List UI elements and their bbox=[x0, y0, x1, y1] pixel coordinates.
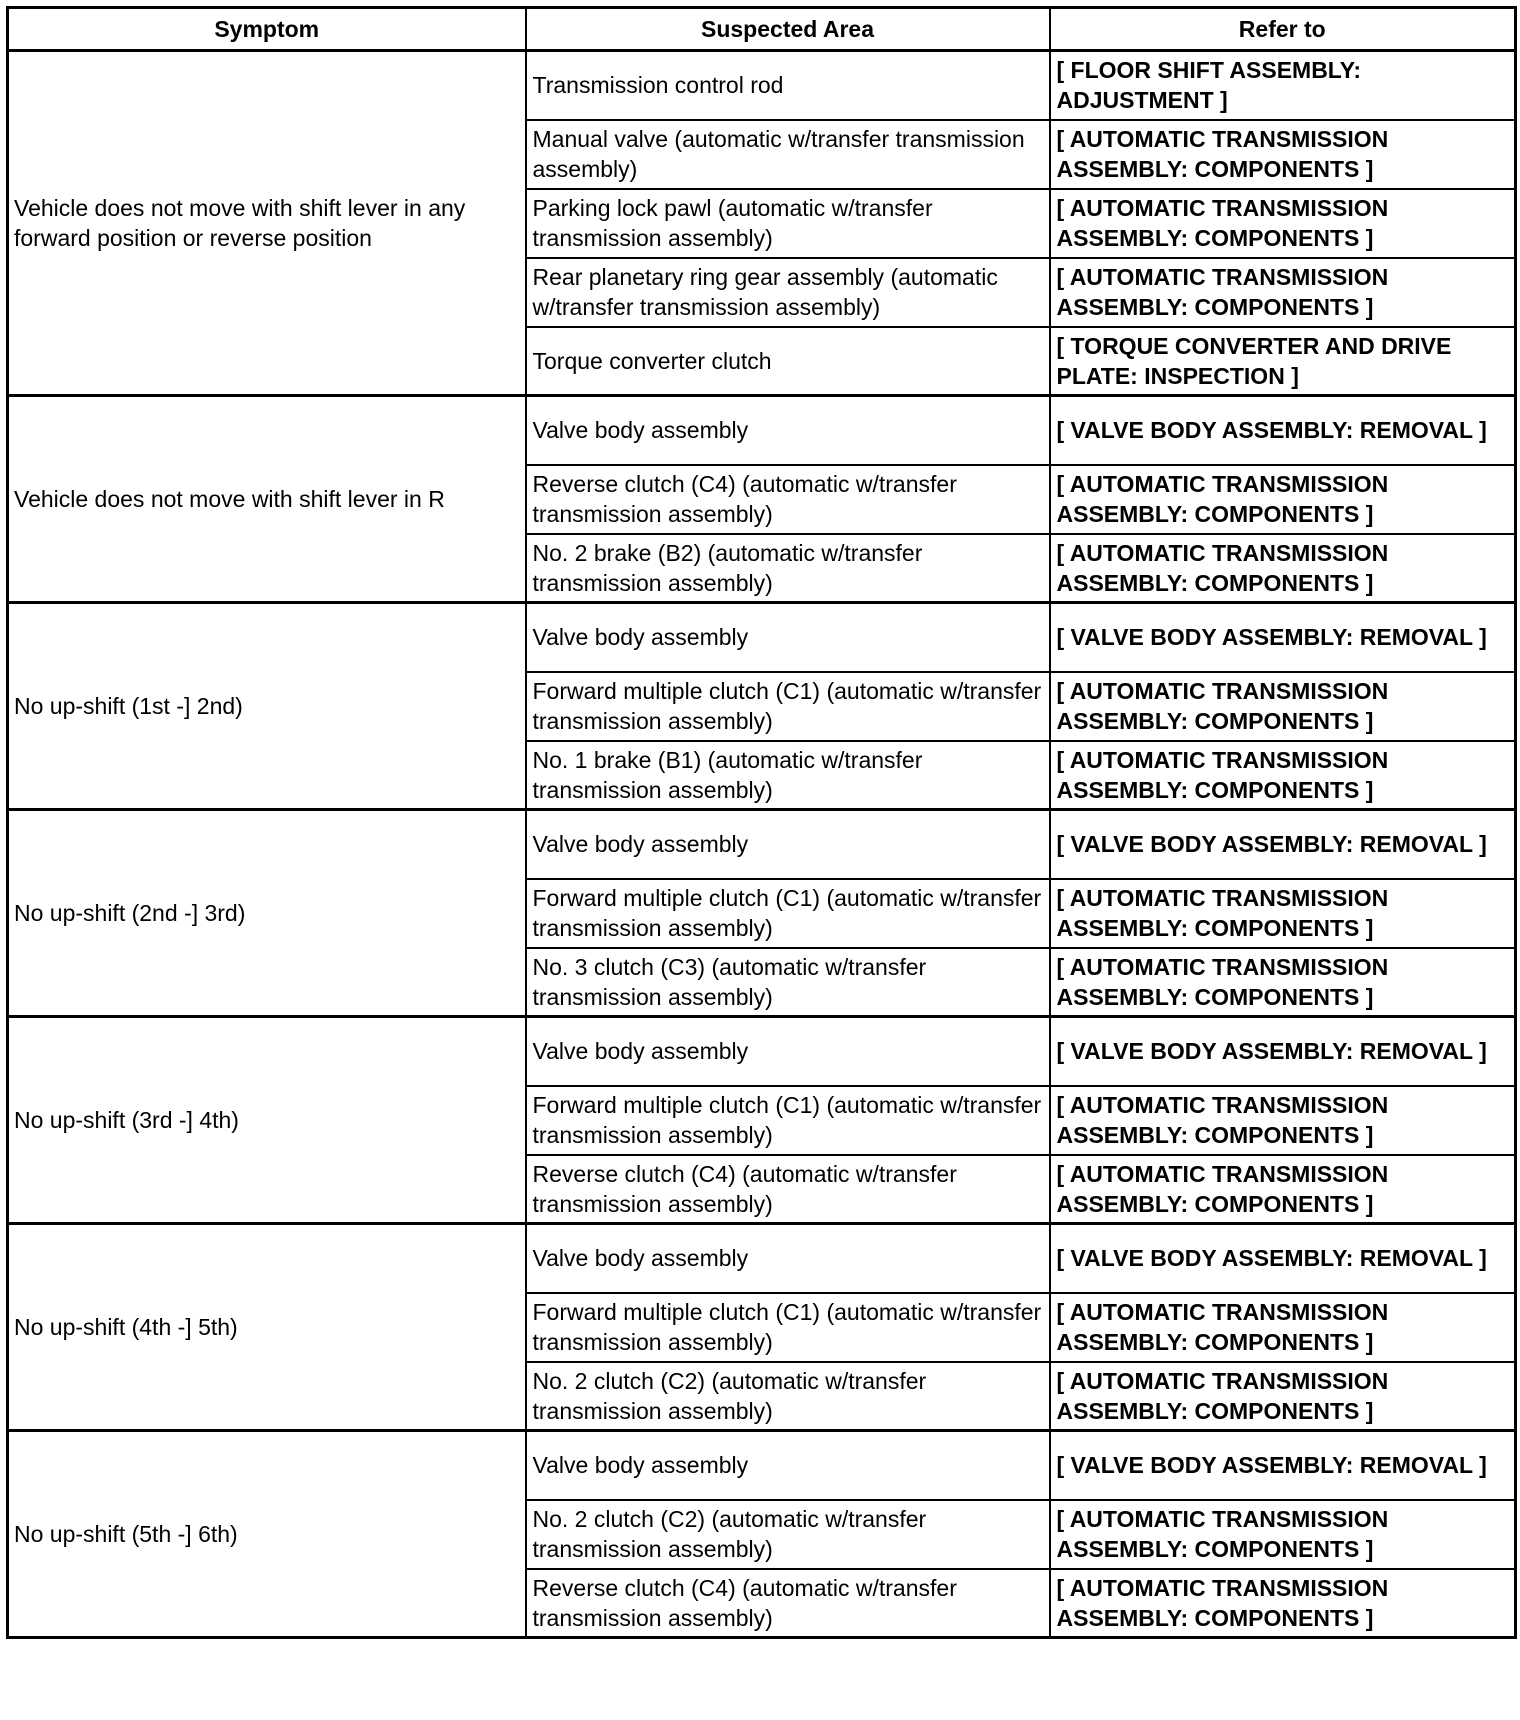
refer-to-cell: [ AUTOMATIC TRANSMISSION ASSEMBLY: COMPONENTS ] bbox=[1050, 1362, 1516, 1431]
refer-to-cell: [ AUTOMATIC TRANSMISSION ASSEMBLY: COMPONENTS ] bbox=[1050, 1086, 1516, 1155]
table-row bbox=[8, 51, 1516, 120]
suspected-area-cell: No. 2 clutch (C2) (automatic w/transfer transmission assembly) bbox=[526, 1500, 1050, 1569]
suspected-area-cell: Forward multiple clutch (C1) (automatic w/transfer transmission assembly) bbox=[526, 1086, 1050, 1155]
document-page bbox=[6, 6, 1517, 1639]
refer-to-cell: [ FLOOR SHIFT ASSEMBLY: ADJUSTMENT ] bbox=[1050, 51, 1516, 120]
problem-symptoms-table bbox=[6, 6, 1517, 1639]
suspected-area-cell: No. 3 clutch (C3) (automatic w/transfer transmission assembly) bbox=[526, 948, 1050, 1017]
suspected-area-cell: Rear planetary ring gear assembly (automatic w/transfer transmission assembly) bbox=[526, 258, 1050, 327]
symptom-cell: No up-shift (4th -] 5th) bbox=[8, 1224, 526, 1431]
suspected-area-cell: Valve body assembly bbox=[526, 810, 1050, 879]
refer-to-cell: [ AUTOMATIC TRANSMISSION ASSEMBLY: COMPONENTS ] bbox=[1050, 465, 1516, 534]
refer-to-cell: [ VALVE BODY ASSEMBLY: REMOVAL ] bbox=[1050, 1431, 1516, 1500]
refer-to-cell: [ AUTOMATIC TRANSMISSION ASSEMBLY: COMPONENTS ] bbox=[1050, 879, 1516, 948]
suspected-area-cell: Reverse clutch (C4) (automatic w/transfer transmission assembly) bbox=[526, 1569, 1050, 1638]
suspected-area-cell: Forward multiple clutch (C1) (automatic w/transfer transmission assembly) bbox=[526, 1293, 1050, 1362]
suspected-area-cell: Forward multiple clutch (C1) (automatic w/transfer transmission assembly) bbox=[526, 879, 1050, 948]
table-body bbox=[8, 51, 1516, 1638]
table-row bbox=[8, 1224, 1516, 1293]
suspected-area-cell: Reverse clutch (C4) (automatic w/transfer transmission assembly) bbox=[526, 1155, 1050, 1224]
refer-to-cell: [ VALVE BODY ASSEMBLY: REMOVAL ] bbox=[1050, 603, 1516, 672]
suspected-area-cell: Valve body assembly bbox=[526, 1017, 1050, 1086]
symptom-cell: Vehicle does not move with shift lever in any forward position or reverse position bbox=[8, 51, 526, 396]
table-row bbox=[8, 1017, 1516, 1086]
refer-to-cell: [ VALVE BODY ASSEMBLY: REMOVAL ] bbox=[1050, 810, 1516, 879]
table-row bbox=[8, 396, 1516, 465]
suspected-area-cell: No. 2 brake (B2) (automatic w/transfer transmission assembly) bbox=[526, 534, 1050, 603]
suspected-area-cell: No. 1 brake (B1) (automatic w/transfer transmission assembly) bbox=[526, 741, 1050, 810]
suspected-area-cell: No. 2 clutch (C2) (automatic w/transfer transmission assembly) bbox=[526, 1362, 1050, 1431]
symptom-cell: No up-shift (3rd -] 4th) bbox=[8, 1017, 526, 1224]
header-suspected-area: Suspected Area bbox=[526, 8, 1050, 51]
suspected-area-cell: Valve body assembly bbox=[526, 1431, 1050, 1500]
refer-to-cell: [ VALVE BODY ASSEMBLY: REMOVAL ] bbox=[1050, 396, 1516, 465]
refer-to-cell: [ AUTOMATIC TRANSMISSION ASSEMBLY: COMPONENTS ] bbox=[1050, 1155, 1516, 1224]
refer-to-cell: [ AUTOMATIC TRANSMISSION ASSEMBLY: COMPONENTS ] bbox=[1050, 120, 1516, 189]
symptom-cell: No up-shift (1st -] 2nd) bbox=[8, 603, 526, 810]
header-refer-to: Refer to bbox=[1050, 8, 1516, 51]
refer-to-cell: [ AUTOMATIC TRANSMISSION ASSEMBLY: COMPONENTS ] bbox=[1050, 741, 1516, 810]
table-header-row bbox=[8, 8, 1516, 51]
suspected-area-cell: Manual valve (automatic w/transfer transmission assembly) bbox=[526, 120, 1050, 189]
suspected-area-cell: Reverse clutch (C4) (automatic w/transfer transmission assembly) bbox=[526, 465, 1050, 534]
refer-to-cell: [ AUTOMATIC TRANSMISSION ASSEMBLY: COMPONENTS ] bbox=[1050, 534, 1516, 603]
suspected-area-cell: Parking lock pawl (automatic w/transfer transmission assembly) bbox=[526, 189, 1050, 258]
suspected-area-cell: Transmission control rod bbox=[526, 51, 1050, 120]
suspected-area-cell: Forward multiple clutch (C1) (automatic w/transfer transmission assembly) bbox=[526, 672, 1050, 741]
symptom-cell: No up-shift (5th -] 6th) bbox=[8, 1431, 526, 1638]
refer-to-cell: [ VALVE BODY ASSEMBLY: REMOVAL ] bbox=[1050, 1224, 1516, 1293]
header-symptom: Symptom bbox=[8, 8, 526, 51]
table-row bbox=[8, 603, 1516, 672]
refer-to-cell: [ AUTOMATIC TRANSMISSION ASSEMBLY: COMPONENTS ] bbox=[1050, 948, 1516, 1017]
refer-to-cell: [ AUTOMATIC TRANSMISSION ASSEMBLY: COMPONENTS ] bbox=[1050, 1293, 1516, 1362]
symptom-cell: No up-shift (2nd -] 3rd) bbox=[8, 810, 526, 1017]
suspected-area-cell: Valve body assembly bbox=[526, 603, 1050, 672]
refer-to-cell: [ AUTOMATIC TRANSMISSION ASSEMBLY: COMPONENTS ] bbox=[1050, 672, 1516, 741]
table-row bbox=[8, 1431, 1516, 1500]
refer-to-cell: [ AUTOMATIC TRANSMISSION ASSEMBLY: COMPONENTS ] bbox=[1050, 1569, 1516, 1638]
symptom-cell: Vehicle does not move with shift lever in R bbox=[8, 396, 526, 603]
table-row bbox=[8, 810, 1516, 879]
refer-to-cell: [ AUTOMATIC TRANSMISSION ASSEMBLY: COMPONENTS ] bbox=[1050, 189, 1516, 258]
refer-to-cell: [ VALVE BODY ASSEMBLY: REMOVAL ] bbox=[1050, 1017, 1516, 1086]
suspected-area-cell: Valve body assembly bbox=[526, 396, 1050, 465]
suspected-area-cell: Valve body assembly bbox=[526, 1224, 1050, 1293]
refer-to-cell: [ TORQUE CONVERTER AND DRIVE PLATE: INSPECTION ] bbox=[1050, 327, 1516, 396]
refer-to-cell: [ AUTOMATIC TRANSMISSION ASSEMBLY: COMPONENTS ] bbox=[1050, 1500, 1516, 1569]
suspected-area-cell: Torque converter clutch bbox=[526, 327, 1050, 396]
refer-to-cell: [ AUTOMATIC TRANSMISSION ASSEMBLY: COMPONENTS ] bbox=[1050, 258, 1516, 327]
